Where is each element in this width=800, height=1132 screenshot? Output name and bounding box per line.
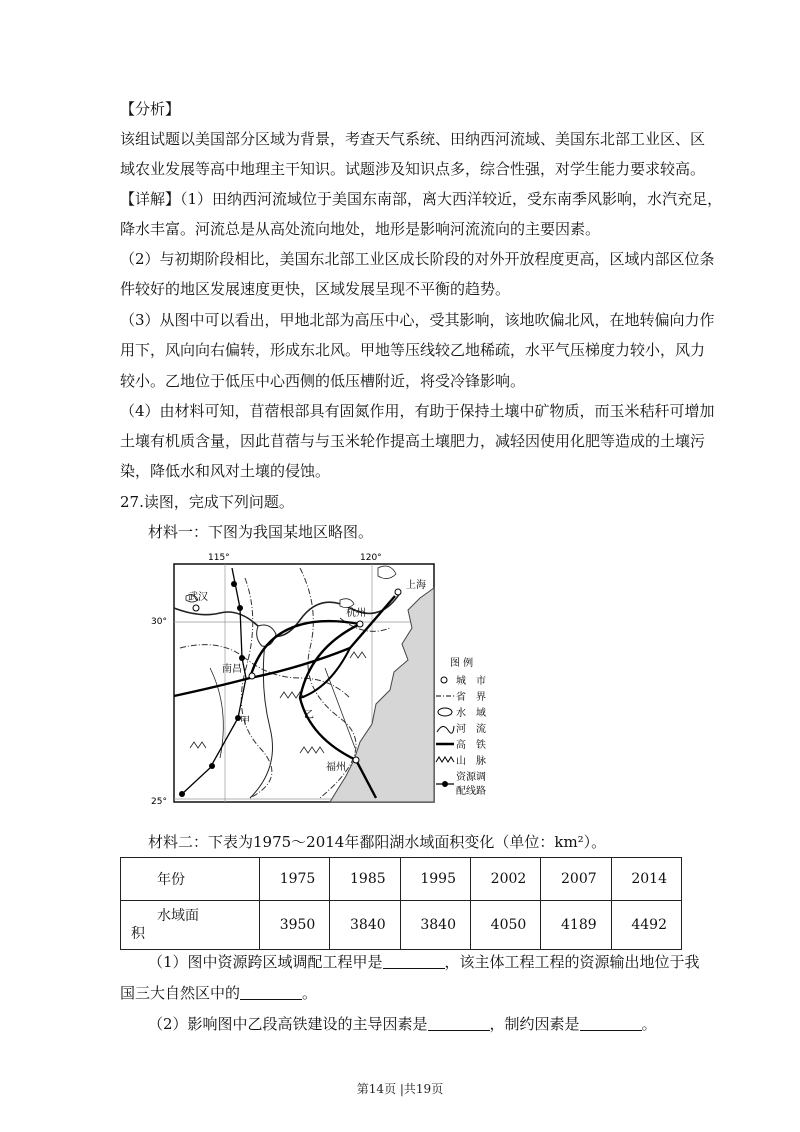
detail-line <box>120 189 722 209</box>
city-label-hangzhou: 杭州 <box>346 608 366 619</box>
analysis-text: 域农业发展等高中地理主干知识。试题涉及知识点多，综合性强，对学生能力要求较高。 <box>120 160 706 178</box>
city-marker <box>193 605 199 611</box>
detail-line: （3）从图中可以看出，甲地北部为高压中心，受其影响，该地吹偏北风，在地转偏向力作 <box>120 311 715 329</box>
table-cell: 4492 <box>611 901 681 950</box>
city-marker <box>357 621 363 627</box>
detail-heading: 【详解】 <box>120 190 181 208</box>
legend-city: 城 市 <box>456 676 486 687</box>
detail-line: 降水丰富。河流总是从高处流向地处，地形是影响河流流向的主要因素。 <box>120 220 601 238</box>
transfer-node <box>237 605 243 611</box>
q2-text: 。 <box>641 1015 657 1033</box>
table-cell: 3840 <box>330 901 400 950</box>
question-2 <box>148 1014 657 1034</box>
table-cell: 4050 <box>470 901 540 950</box>
legend-transfer-dot <box>442 781 448 787</box>
city-label-fuzhou: 福州 <box>326 762 346 773</box>
analysis-heading: 【分析】 <box>120 100 181 118</box>
legend-transfer-a: 资源调 <box>456 772 486 783</box>
lon-label-115: 115° <box>208 553 230 563</box>
material-one: 材料一：下图为我国某地区略图。 <box>148 523 374 541</box>
table-row <box>121 901 682 950</box>
legend-river: 河 流 <box>456 724 486 735</box>
material-two: 材料二：下表为1975～2014年鄱阳湖水域面积变化（单位：km²）。 <box>148 833 607 851</box>
answer-blank[interactable] <box>383 954 445 969</box>
legend-mountain: 山 脉 <box>456 756 486 767</box>
marker-yi: 乙 <box>304 710 314 721</box>
detail-line: 用下，风向向右偏转，形成东北风。甲地等压线较乙地稀疏，水平气压梯度力较小，风力 <box>120 341 706 359</box>
question-1-line-1 <box>148 952 700 972</box>
lat-label-30: 30° <box>151 617 167 627</box>
marker-jia: 甲 <box>240 716 250 727</box>
legend-water-symbol <box>438 708 452 716</box>
transfer-node <box>179 791 185 797</box>
city-label-shanghai: 上海 <box>406 580 426 591</box>
legend-boundary: 省 界 <box>456 692 486 703</box>
answer-blank[interactable] <box>240 985 302 1000</box>
table-header-cell: 1975 <box>260 858 330 901</box>
table-row <box>121 858 682 901</box>
table-header-cell: 2002 <box>470 858 540 901</box>
table-cell: 4189 <box>541 901 611 950</box>
table-row-label <box>121 901 260 950</box>
city-marker <box>395 589 401 595</box>
q1-text: 国三大自然区中的 <box>120 984 241 1002</box>
transfer-node <box>209 763 215 769</box>
page-footer: 第14页 |共19页 <box>356 1082 444 1096</box>
q1-text: 。 <box>302 984 318 1002</box>
detail-line: 较小。乙地位于低压中心西侧的低压槽附近，将受冷锋影响。 <box>120 372 526 390</box>
table-header-cell: 2007 <box>541 858 611 901</box>
detail-text: （1）田纳西河流域位于美国东南部，离大西洋较近，受东南季风影响，水汽充足， <box>180 190 723 208</box>
city-label-nanchang: 南昌 <box>222 664 242 675</box>
lake-area-table <box>120 857 682 950</box>
lon-label-120: 120° <box>360 553 382 563</box>
question-1-line-2 <box>120 983 317 1003</box>
table-header-cell: 1995 <box>400 858 470 901</box>
q2-text: （2）影响图中乙段高铁建设的主导因素是 <box>148 1015 428 1033</box>
detail-line: 染，降低水和风对土壤的侵蚀。 <box>120 462 331 480</box>
table-header-cell: 年份 <box>121 858 260 901</box>
table-header-cell: 1985 <box>330 858 400 901</box>
detail-line: （4）由材料可知，苜蓿根部具有固氮作用，有助于保持土壤中矿物质，而玉米秸秆可增加 <box>120 402 715 420</box>
table-cell: 3950 <box>260 901 330 950</box>
row-label-part: 水域面 <box>157 908 199 924</box>
city-label-wuhan: 武汉 <box>188 592 208 603</box>
table-cell: 3840 <box>400 901 470 950</box>
question-title: 27.读图，完成下列问题。 <box>120 493 294 511</box>
transfer-node <box>231 581 237 587</box>
legend-city-symbol <box>441 677 447 683</box>
q2-text: ，制约因素是 <box>489 1015 580 1033</box>
transfer-node <box>239 655 245 661</box>
q1-text: （1）图中资源跨区域调配工程甲是 <box>148 953 383 971</box>
analysis-text: 该组试题以美国部分区域为背景，考查天气系统、田纳西河流域、美国东北部工业区、区 <box>120 130 706 148</box>
legend-title: 图 例 <box>450 658 474 669</box>
legend-transfer-b: 配线路 <box>456 786 486 797</box>
legend-water: 水 域 <box>456 708 486 719</box>
region-map <box>150 548 506 810</box>
detail-line: 件较好的地区发展速度更快，区域发展呈现不平衡的趋势。 <box>120 280 511 298</box>
answer-blank[interactable] <box>580 1016 642 1031</box>
detail-line: （2）与初期阶段相比，美国东北部工业区成长阶段的对外开放程度更高，区域内部区位条 <box>120 250 715 268</box>
detail-line: 土壤有机质含量，因此苜蓿与与玉米轮作提高土壤肥力，减轻因使用化肥等造成的土壤污 <box>120 432 706 450</box>
row-label-part: 积 <box>131 926 145 942</box>
city-marker <box>249 673 255 679</box>
legend-rail: 高 铁 <box>456 740 486 751</box>
q1-text: ，该主体工程工程的资源输出地位于我 <box>444 953 700 971</box>
lat-label-25: 25° <box>151 797 167 807</box>
answer-blank[interactable] <box>428 1016 490 1031</box>
city-marker <box>353 757 359 763</box>
table-header-cell: 2014 <box>611 858 681 901</box>
